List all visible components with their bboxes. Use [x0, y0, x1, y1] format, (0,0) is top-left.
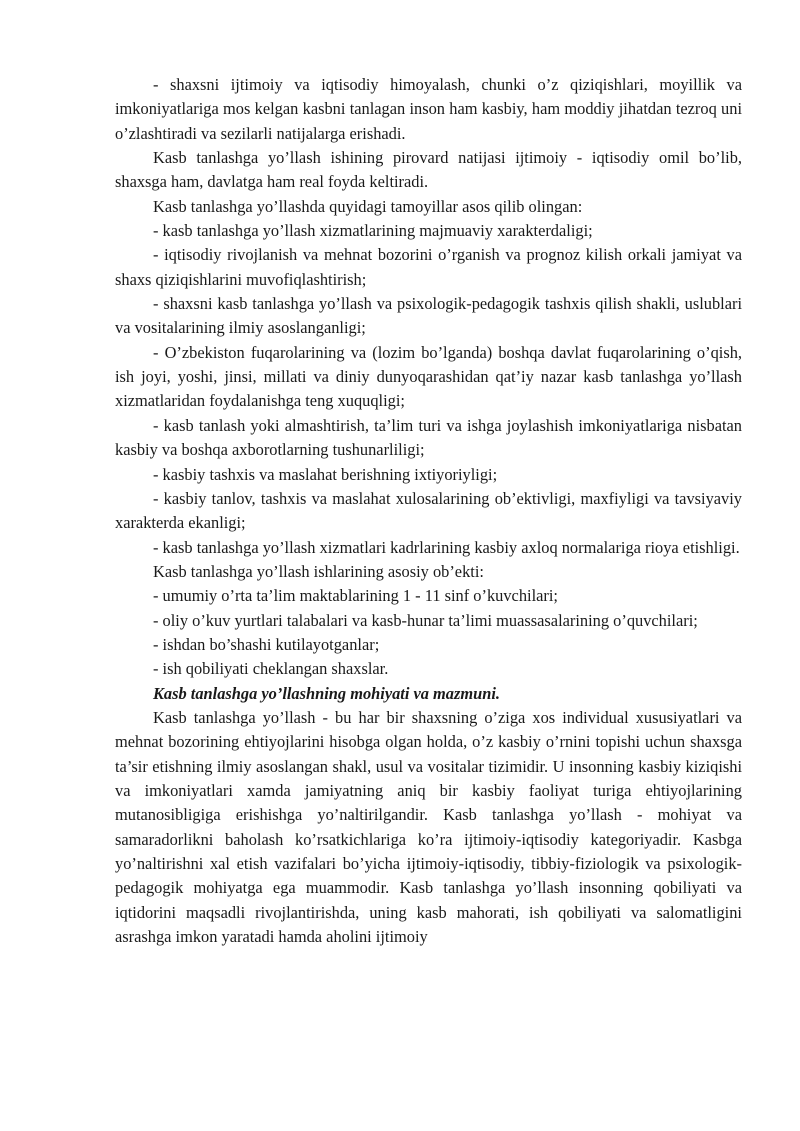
list-item: - ishdan bo’shashi kutilayotganlar;	[153, 634, 380, 654]
list-item: - shaxsni kasb tanlashga yo’llash va psixologik-pedagogik tashxis qilish shakli, uslublari va vositalarining ilmiy asoslanganligi;	[115, 294, 742, 338]
list-item: - kasb tanlashga yo’llash xizmatlarining majmuaviy xarakterdaligi;	[153, 221, 593, 241]
list-item: - O’zbekiston fuqarolarining va (lozim bo’lganda) boshqa davlat fuqarolarining o’qish, ish joyi, yoshi, jinsi, millati va diniy dunyoqarashidan qat’iy nazar kasb tanlashga yo’llash xizmatlaridan foydalanishga teng xuquqligi;	[115, 342, 742, 411]
list-item: - ish qobiliyati cheklangan shaxslar.	[153, 659, 389, 679]
paragraph: Kasb tanlashga yo’llash ishining pirovard natijasi ijtimoiy - iqtisodiy omil bo’lib, shaxsga ham, davlatga ham real foyda keltiradi.	[115, 148, 742, 192]
list-item: - iqtisodiy rivojlanish va mehnat bozorini o’rganish va prognoz kilish orkali jamiyat va shaxs qiziqishlarini muvofiqlashtirish;	[115, 245, 742, 289]
list-item: - umumiy o’rta ta’lim maktablarining 1 - 11 sinf o’kuvchilari;	[153, 586, 558, 606]
list-item: - kasbiy tanlov, tashxis va maslahat xulosalarining ob’ektivligi, maxfiyligi va tavsiyaviy xarakterda ekanligi;	[115, 488, 742, 533]
paragraph: - shaxsni ijtimoiy va iqtisodiy himoyalash, chunki o’z qiziqishlari, moyillik va imkoniyatlariga mos kelgan kasbni tanlagan inson ham kasbiy, ham moddiy jihatdan tezroq uni o’zlashtiradi va sezilarli natijalarga erishadi.	[115, 75, 742, 143]
paragraph: Kasb tanlashga yo’llashda quyidagi tamoyillar asos qilib olingan:	[153, 196, 583, 216]
list-item: - oliy o’kuv yurtlari talabalari va kasb-hunar ta’limi muassasalarining o’quvchilari;	[153, 610, 698, 630]
list-item: - kasbiy tashxis va maslahat berishning ixtiyoriyligi;	[153, 464, 498, 484]
paragraph: Kasb tanlashga yo’llash ishlarining asosiy ob’ekti:	[153, 561, 484, 581]
document-body	[115, 73, 742, 949]
section-heading: Kasb tanlashga yo’llashning mohiyati va mazmuni.	[153, 683, 501, 703]
list-item: - kasb tanlash yoki almashtirish, ta’lim turi va ishga joylashish imkoniyatlariga nisbatan kasbiy va boshqa axborotlarning tushunarliligi;	[115, 415, 742, 460]
list-item: - kasb tanlashga yo’llash xizmatlari kadrlarining kasbiy axloq normalariga rioya etishligi.	[153, 537, 740, 557]
paragraph: Kasb tanlashga yo’llash - bu har bir shaxsning o’ziga xos individual xususiyatlari va mehnat bozorining ehtiyojlarini hisobga olgan holda, o’z kasbiy o’rnini topishi uchun shaxsga ta’sir etishning ilmiy asoslangan shakl, usul va vositalar tizimidir. U insonning kasbiy kiziqishi va imkoniyatlari xamda jamiyatning aniq bir kasbiy faoliyat turiga ehtiyojlarining mutanosibligiga erishishga yo’naltirilgandir. Kasb tanlashga yo’llash - mohiyat va samaradorlikni baholash ko’rsatkichlariga ko’ra ijtimoiy-iqtisodiy kategoriyadir. Kasbga yo’naltirishni xal etish vazifalari bo’yicha ijtimoiy-iqtisodiy, tibbiy-fiziologik va psixologik-pedagogik mohiyatga ega muammodir. Kasb tanlashga yo’llash insonning qobiliyati va iqtidorini maqsadli rivojlantirishda, uning kasb mahorati, ish qobiliyati va salomatligini asrashga imkon yaratadi hamda aholini ijtimoiy	[115, 707, 742, 947]
